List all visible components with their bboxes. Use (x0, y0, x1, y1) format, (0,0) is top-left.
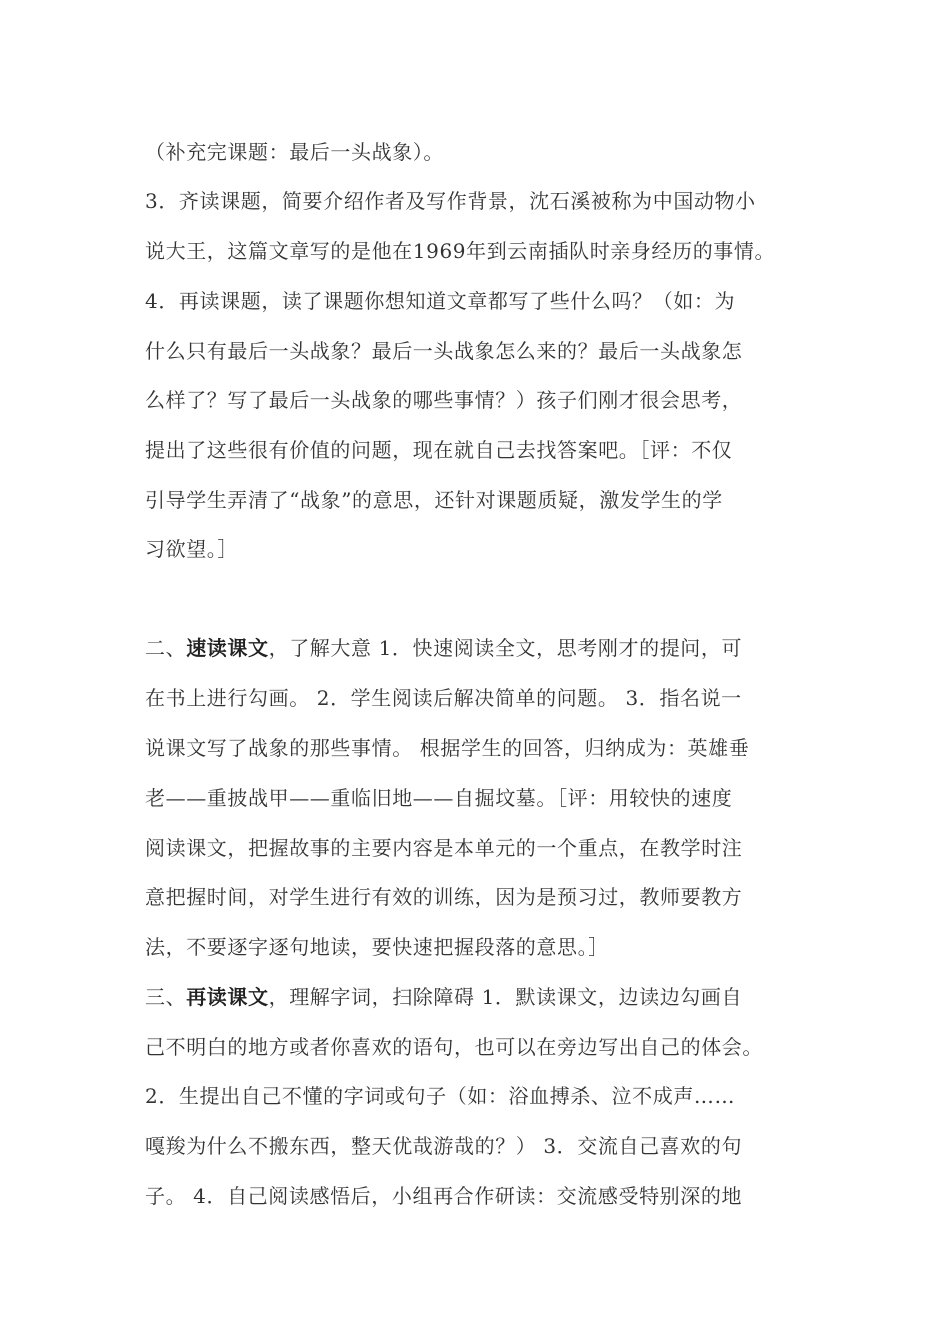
text-line: 4．再读课题，读了课题你想知道文章都写了些什么吗？（如：为 (145, 289, 736, 313)
text-line: 什么只有最后一头战象？最后一头战象怎么来的？最后一头战象怎 (145, 339, 743, 363)
section-heading-line (145, 985, 742, 1009)
text-line: 子。 4．自己阅读感悟后，小组再合作研读：交流感受特别深的地 (145, 1184, 743, 1208)
section-title: 再读课文 (186, 985, 269, 1009)
text-line: 提出了这些很有价值的问题，现在就自己去找答案吧。［评：不仅 (145, 438, 733, 462)
section-number: 二、 (145, 636, 187, 660)
text-line: 老——重披战甲——重临旧地——自掘坟墓。［评：用较快的速度 (145, 786, 733, 810)
text-line: 法，不要逐字逐句地读，要快速把握段落的意思。］ (145, 935, 609, 959)
section-text: ，了解大意 1．快速阅读全文，思考刚才的提问，可 (268, 636, 743, 660)
text-line: 意把握时间，对学生进行有效的训练，因为是预习过，教师要教方 (145, 885, 743, 909)
text-line: 在书上进行勾画。 2．学生阅读后解决简单的问题。 3．指名说一 (145, 686, 742, 710)
text-line: （补充完课题：最后一头战象）。 (145, 140, 444, 164)
text-line: 习欲望。］ (145, 537, 238, 561)
section-heading-line (145, 636, 742, 660)
text-line: 么样了？写了最后一头战象的哪些事情？）孩子们刚才很会思考， (145, 388, 743, 412)
text-line: 说大王，这篇文章写的是他在1969年到云南插队时亲身经历的事情。 (145, 239, 776, 263)
section-number: 三、 (145, 985, 187, 1009)
text-line: 2．生提出自己不懂的字词或句子（如：浴血搏杀、泣不成声…… (145, 1084, 736, 1108)
text-line: 说课文写了战象的那些事情。 根据学生的回答，归纳成为：英雄垂 (145, 736, 750, 760)
text-line: 3．齐读课题，简要介绍作者及写作背景，沈石溪被称为中国动物小 (145, 189, 756, 213)
text-line: 引导学生弄清了“战象”的意思，还针对课题质疑，激发学生的学 (145, 488, 723, 512)
section-text: ，理解字词，扫除障碍 1．默读课文，边读边勾画自 (268, 985, 743, 1009)
section-title: 速读课文 (186, 636, 269, 660)
text-line: 嘎羧为什么不搬东西，整天优哉游哉的？） 3．交流自己喜欢的句 (145, 1134, 743, 1158)
text-line: 阅读课文，把握故事的主要内容是本单元的一个重点，在教学时注 (145, 836, 743, 860)
text-line: 己不明白的地方或者你喜欢的语句，也可以在旁边写出自己的体会。 (145, 1035, 763, 1059)
